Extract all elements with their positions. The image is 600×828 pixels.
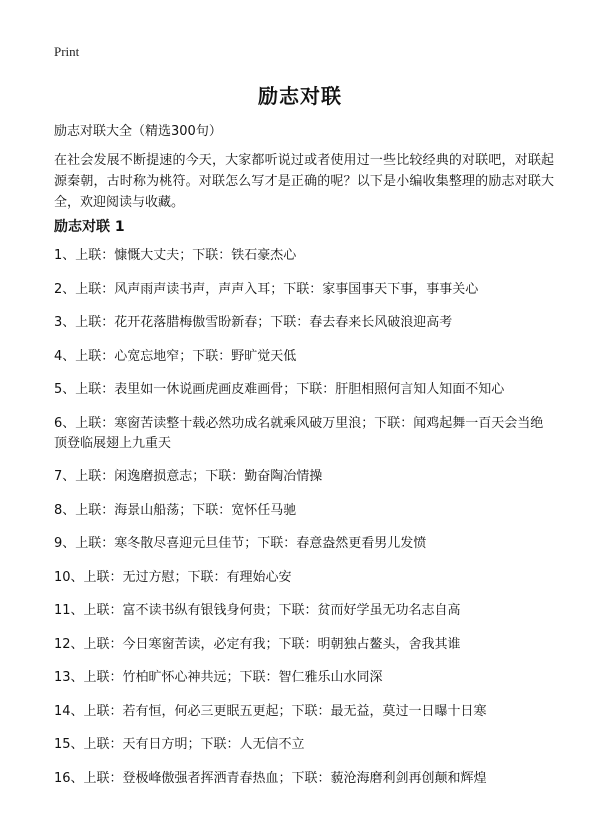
list-item: 9、上联：寒冬散尽喜迎元旦佳节；下联：春意盎然更看男儿发愤: [54, 536, 427, 551]
list-item: 16、上联：登极峰傲强者挥洒青春热血；下联：藐沧海磨利剑再创颠和辉煌: [54, 770, 487, 786]
intro-paragraph: 在社会发展不断提速的今天，大家都听说过或者使用过一些比较经典的对联吧，对联起源秦朝，古时称为桃符。对联怎么写才是正确的呢？以下是小编收集整理的励志对联大全，欢迎阅读与收藏。: [54, 153, 554, 210]
list-item: 14、上联：若有恒，何必三更眠五更起；下联：最无益，莫过一日曝十日寒: [54, 703, 487, 719]
list-item: 13、上联：竹柏旷怀心神共远；下联：智仁雅乐山水同深: [54, 670, 383, 685]
list-item: 15、上联：天有日方明；下联：人无信不立: [54, 737, 305, 752]
couplet-list: [54, 246, 550, 802]
list-item: 2、上联：风声雨声读书声，声声入耳；下联：家事国事天下事，事事关心: [54, 281, 479, 297]
print-link[interactable]: Print: [54, 44, 80, 59]
subtitle: 励志对联大全（精选300句）: [54, 124, 222, 139]
list-item: 5、上联：表里如一休说画虎画皮难画骨；下联：肝胆相照何言知人知面不知心: [54, 382, 505, 397]
list-item: 10、上联：无过方慰；下联：有理始心安: [54, 569, 292, 585]
list-item: 12、上联：今日寒窗苦读，必定有我；下联：明朝独占鳌头，舍我其谁: [54, 636, 461, 652]
list-item: 6、上联：寒窗苦读整十载必然功成名就乘风破万里浪；下联：闻鸡起舞一百天会当绝顶登临展翅上九重天: [54, 415, 544, 451]
section-heading: 励志对联 1: [54, 219, 125, 235]
list-item: 8、上联：海景山船荡；下联：宽怀任马驰: [54, 502, 297, 518]
list-item: 3、上联：花开花落腊梅傲雪盼新春；下联：春去春来长风破浪迎高考: [54, 315, 453, 330]
list-item: 7、上联：闲逸磨损意志；下联：勤奋陶冶情操: [54, 469, 323, 484]
list-item: 4、上联：心宽忘地窄；下联：野旷觉天低: [54, 348, 297, 364]
page-title: 励志对联: [258, 84, 342, 108]
list-item: 1、上联：慷慨大丈夫；下联：铁石豪杰心: [54, 248, 297, 263]
list-item: 11、上联：富不读书纵有银钱身何贵；下联：贫而好学虽无功名志自高: [54, 603, 461, 618]
